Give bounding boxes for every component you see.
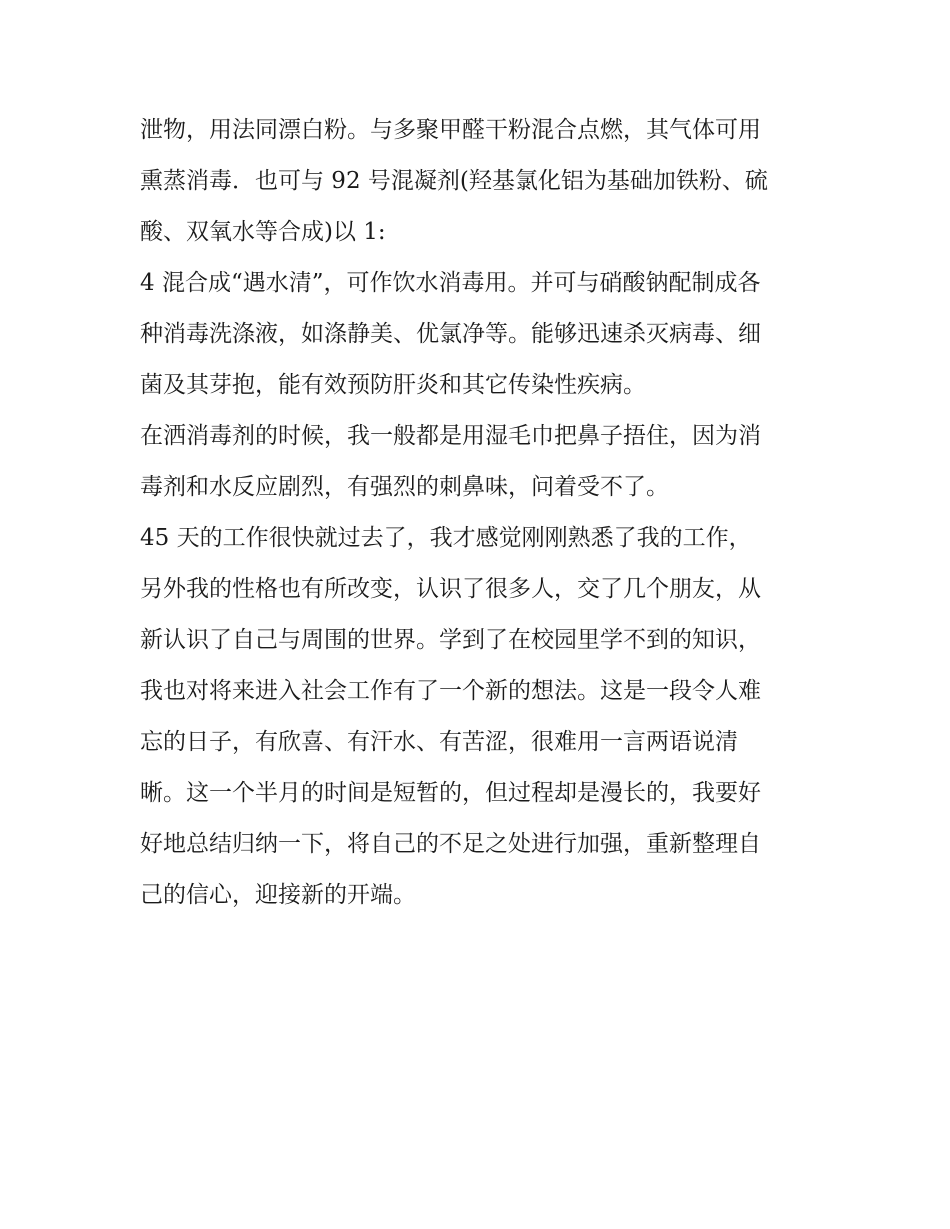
body-text	[140, 105, 820, 921]
text-line: 种消毒洗涤液，如涤静美、优氯净等。能够迅速杀灭病毒、细	[140, 321, 761, 347]
text-line: 己的信心，迎接新的开端。	[140, 882, 416, 908]
text-line: 晰。这一个半月的时间是短暂的，但过程却是漫长的，我要好	[140, 780, 761, 806]
text-line: 忘的日子，有欣喜、有汗水、有苦涩，很难用一言两语说清	[140, 729, 738, 755]
text-line: 在洒消毒剂的时候，我一般都是用湿毛巾把鼻子捂住，因为消	[140, 423, 761, 449]
text-line: 新认识了自己与周围的世界。学到了在校园里学不到的知识，	[140, 627, 761, 653]
text-line: 45 天的工作很快就过去了，我才感觉刚刚熟悉了我的工作，	[140, 525, 752, 551]
text-line: 熏蒸消毒．也可与 92 号混凝剂(羟基氯化铝为基础加铁粉、硫	[140, 168, 768, 194]
text-line: 我也对将来进入社会工作有了一个新的想法。这是一段令人难	[140, 678, 761, 704]
text-line: 4 混合成“遇水清”，可作饮水消毒用。并可与硝酸钠配制成各	[140, 270, 761, 296]
text-line: 毒剂和水反应剧烈，有强烈的刺鼻味，问着受不了。	[140, 474, 669, 500]
text-line: 酸、双氧水等合成)以 1:	[140, 219, 386, 245]
text-line: 好地总结归纳一下，将自己的不足之处进行加强，重新整理自	[140, 831, 761, 857]
text-line: 另外我的性格也有所改变，认识了很多人，交了几个朋友，从	[140, 576, 761, 602]
text-line: 泄物，用法同漂白粉。与多聚甲醛干粉混合点燃，其气体可用	[140, 117, 761, 143]
text-line: 菌及其芽抱，能有效预防肝炎和其它传染性疾病。	[140, 372, 646, 398]
